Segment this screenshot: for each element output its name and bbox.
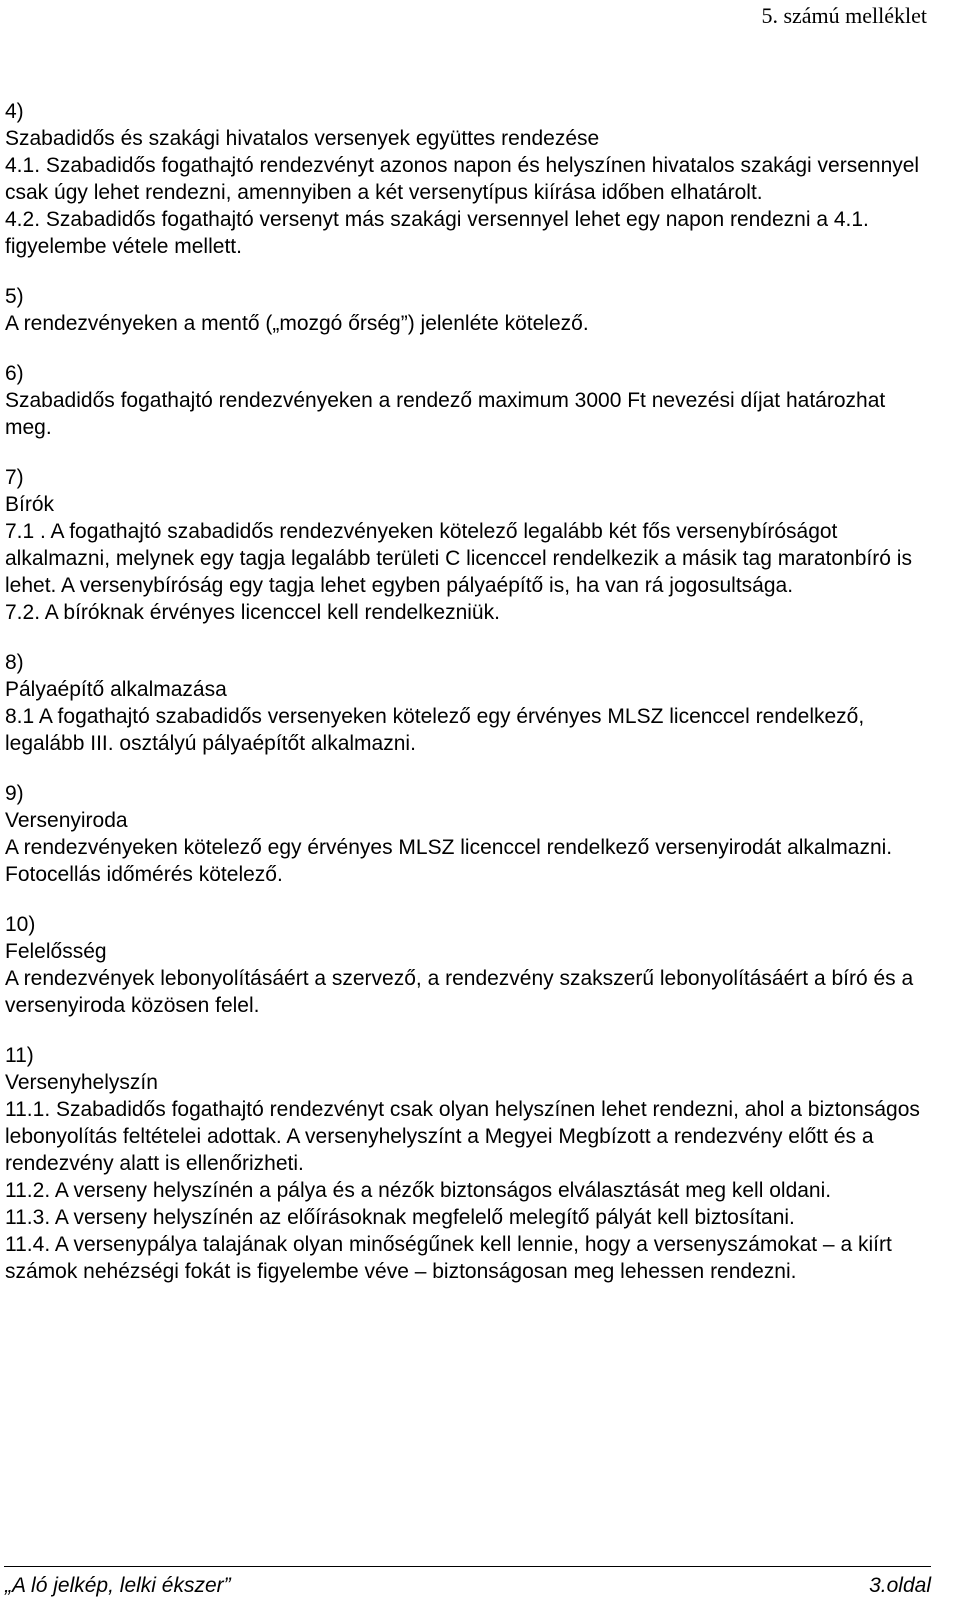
- section-6: [5, 360, 930, 441]
- paragraph: Szabadidős fogathajtó rendezvényeken a rendező maximum 3000 Ft nevezési díjat határozhat meg.: [5, 389, 886, 439]
- section-number: 5): [5, 285, 24, 308]
- section-7: [5, 464, 930, 626]
- paragraph: 4.1. Szabadidős fogathajtó rendezvényt azonos napon és helyszínen hivatalos szakági versennyel csak úgy lehet rendezni, amennyiben a két versenytípus kiírása időben elhatárolt.: [5, 154, 920, 204]
- paragraph: 7.1 . A fogathajtó szabadidős rendezvényeken kötelező legalább két fős versenybíróságot alkalmazni, melynek egy tagja legalább területi C licenccel rendelkezik a másik tag maratonbíró is lehet. A versenybíróság egy tagja lehet egyben pályaépítő is, ha van rá jogosultsága.: [5, 520, 912, 597]
- section-number: 8): [5, 651, 24, 674]
- footer-divider: [4, 1566, 931, 1567]
- section-title: Versenyiroda: [5, 809, 128, 832]
- section-title: Versenyhelyszín: [5, 1071, 158, 1094]
- paragraph: 11.3. A verseny helyszínén az előírásoknak megfelelő melegítő pályát kell biztosítani.: [5, 1206, 795, 1229]
- paragraph: A rendezvények lebonyolításáért a szervező, a rendezvény szakszerű lebonyolításáért a bíró és a versenyiroda közösen felel.: [5, 967, 914, 1017]
- paragraph: 4.2. Szabadidős fogathajtó versenyt más szakági versennyel lehet egy napon rendezni a 4.1. figyelembe vétele mellett.: [5, 208, 869, 258]
- section-10: [5, 911, 930, 1019]
- paragraph: 11.1. Szabadidős fogathajtó rendezvényt csak olyan helyszínen lehet rendezni, ahol a biztonságos lebonyolítás feltételei adottak. A versenyhelyszínt a Megyei Megbízott a rendezvény előtt és a rendezvény alatt is ellenőrizheti.: [5, 1098, 920, 1175]
- page-number: 3.oldal: [869, 1574, 931, 1597]
- page-footer: [0, 1566, 931, 1617]
- section-5: [5, 283, 930, 337]
- paragraph: 8.1 A fogathajtó szabadidős versenyeken kötelező egy érvényes MLSZ licenccel rendelkező, legalább III. osztályú pályaépítőt alkalmazni.: [5, 705, 865, 755]
- paragraph: 7.2. A bíróknak érvényes licenccel kell rendelkezniük.: [5, 601, 500, 624]
- paragraph: A rendezvényeken a mentő („mozgó őrség”) jelenléte kötelező.: [5, 312, 589, 335]
- section-9: [5, 780, 930, 888]
- section-title: Szabadidős és szakági hivatalos versenyek együttes rendezése: [5, 127, 600, 150]
- section-8: [5, 649, 930, 757]
- section-number: 7): [5, 466, 24, 489]
- section-number: 9): [5, 782, 24, 805]
- section-4: [5, 98, 930, 260]
- section-number: 6): [5, 362, 24, 385]
- section-number: 10): [5, 913, 36, 936]
- section-title: Felelősség: [5, 940, 107, 963]
- paragraph: 11.4. A versenypálya talajának olyan minőségűnek kell lennie, hogy a versenyszámokat – a kiírt számok nehézségi fokát is figyelembe véve – biztonságosan meg lehessen rendezni.: [5, 1233, 892, 1283]
- annex-label: 5. számú melléklet: [761, 3, 927, 28]
- section-title: Pályaépítő alkalmazása: [5, 678, 227, 701]
- section-11: [5, 1042, 930, 1285]
- paragraph: A rendezvényeken kötelező egy érvényes MLSZ licenccel rendelkező versenyirodát alkalmazni. Fotocellás időmérés kötelező.: [5, 836, 893, 886]
- document-body: [5, 98, 930, 1308]
- paragraph: 11.2. A verseny helyszínén a pálya és a nézők biztonságos elválasztását meg kell oldani.: [5, 1179, 832, 1202]
- section-title: Bírók: [5, 493, 55, 516]
- footer-motto: „A ló jelkép, lelki ékszer”: [5, 1574, 231, 1597]
- section-number: 4): [5, 100, 24, 123]
- section-number: 11): [5, 1044, 34, 1067]
